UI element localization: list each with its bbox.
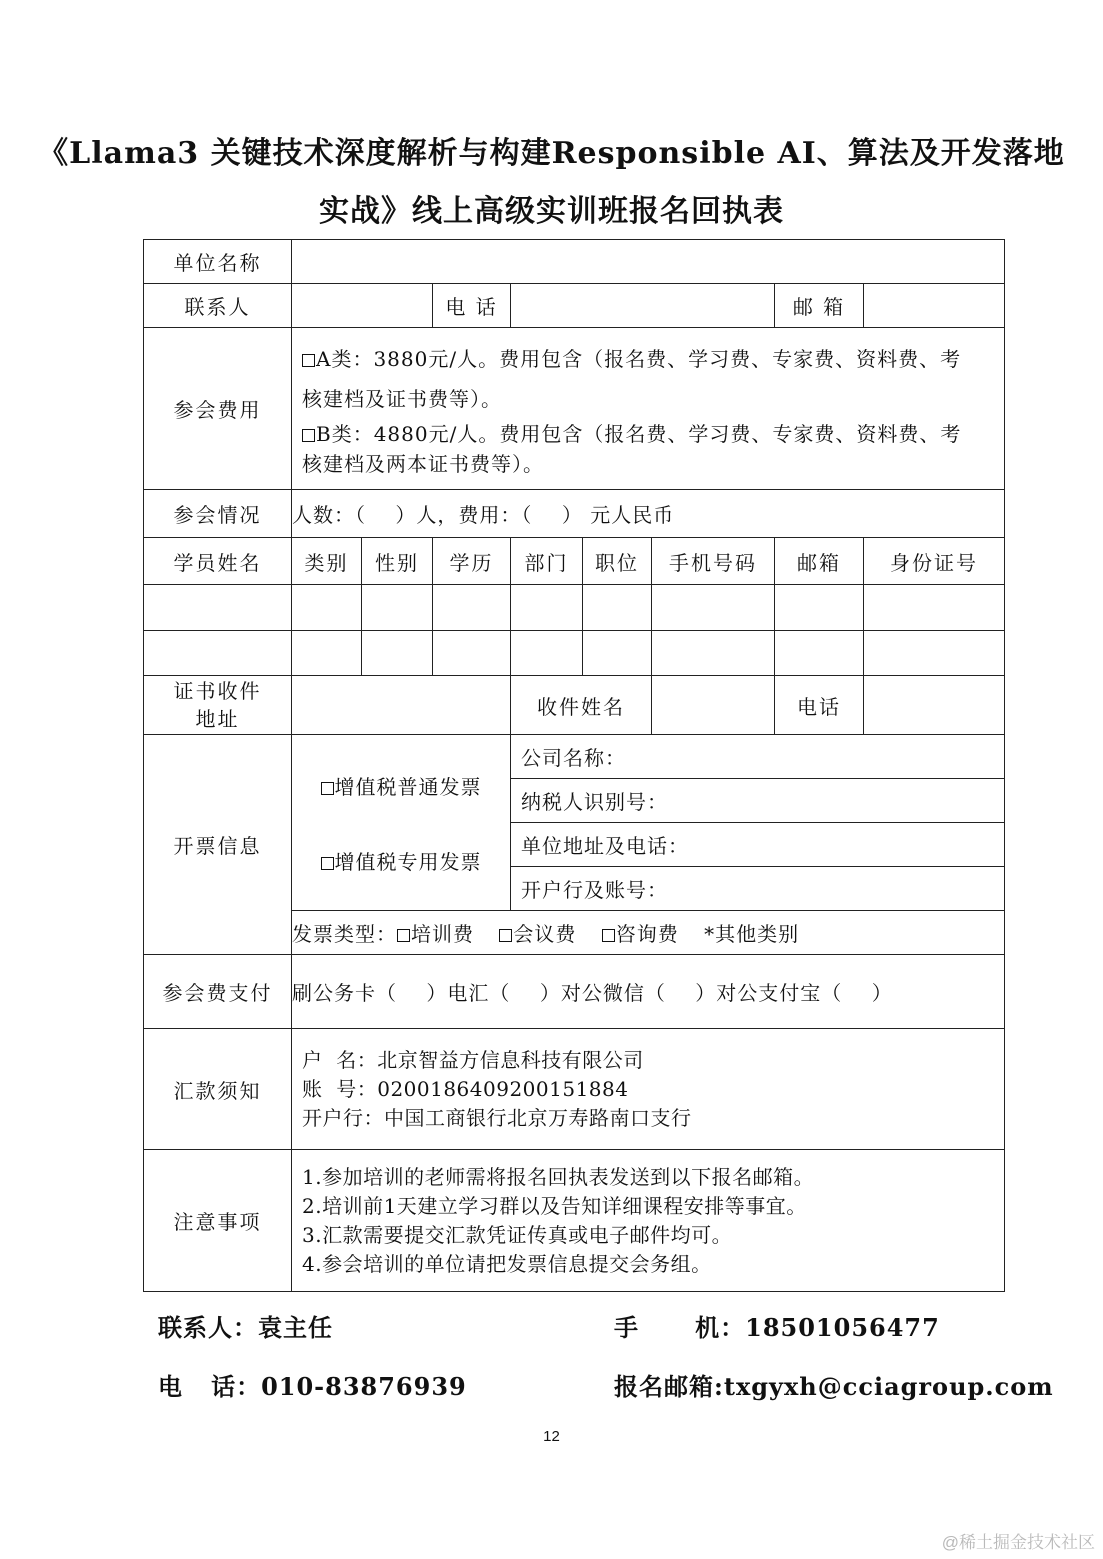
fee-a-line-2: 核建档及证书费等）。 — [302, 386, 502, 411]
footer-mobile: 手 机：18501056477 — [614, 1313, 940, 1342]
invoice-info-label: 开票信息 — [144, 735, 292, 955]
org-name-field[interactable] — [292, 240, 1005, 284]
cert-phone-field[interactable] — [864, 676, 1005, 735]
account-name: 户 名：北京智益方信息科技有限公司 — [302, 1047, 644, 1072]
student-cell[interactable] — [433, 631, 511, 676]
student-cell[interactable] — [583, 585, 652, 631]
consulting-fee-checkbox[interactable] — [602, 929, 615, 942]
cert-address-label-line-1: 证书收件 — [173, 679, 262, 703]
header-id-number: 身份证号 — [864, 538, 1005, 585]
student-cell[interactable] — [144, 585, 292, 631]
header-student-name: 学员姓名 — [144, 538, 292, 585]
meeting-fee-label: 会议费 — [513, 922, 577, 946]
vat-type-options — [292, 735, 511, 911]
email-label: 邮 箱 — [775, 284, 864, 328]
student-cell[interactable] — [775, 631, 864, 676]
footer-email[interactable]: 报名邮箱:txgyxh@cciagroup.com — [614, 1372, 1054, 1401]
invoice-type-prefix: 发票类型： — [292, 922, 397, 946]
recipient-name-label: 收件姓名 — [511, 676, 652, 735]
page-number: 12 — [543, 1428, 560, 1445]
note-item: 3.汇款需要提交汇款凭证传真或电子邮件均可。 — [302, 1222, 733, 1247]
cert-address-field[interactable] — [292, 676, 511, 735]
notes-label: 注意事项 — [144, 1150, 292, 1292]
vat-normal-label: 增值税普通发票 — [334, 774, 482, 799]
student-cell[interactable] — [292, 585, 362, 631]
payment-methods[interactable]: 刷公务卡（ ）电汇（ ）对公微信（ ）对公支付宝（ ） — [292, 955, 1005, 1029]
footer-phone: 电 话：010-83876939 — [158, 1372, 467, 1401]
payment-label: 参会费支付 — [144, 955, 292, 1029]
student-cell[interactable] — [362, 585, 433, 631]
other-category-label: *其他类别 — [704, 922, 800, 946]
student-cell[interactable] — [864, 585, 1005, 631]
email-field[interactable] — [864, 284, 1005, 328]
student-cell[interactable] — [652, 585, 775, 631]
company-name-field[interactable]: 公司名称： — [511, 735, 1004, 779]
document-title-line-1: 《Llama3 关键技术深度解析与构建Responsible AI、算法及开发落地 — [38, 136, 1065, 171]
fee-options — [292, 328, 1005, 490]
consulting-fee-label: 咨询费 — [615, 922, 679, 946]
fee-b-line-2: 核建档及两本证书费等）。 — [302, 451, 544, 476]
contact-field[interactable] — [292, 284, 433, 328]
vat-special-checkbox[interactable] — [321, 857, 334, 870]
phone-field[interactable] — [511, 284, 775, 328]
student-cell[interactable] — [511, 585, 583, 631]
student-row — [144, 631, 1005, 676]
student-cell[interactable] — [362, 631, 433, 676]
training-fee-checkbox[interactable] — [397, 929, 410, 942]
header-position: 职位 — [583, 538, 652, 585]
remittance-label: 汇款须知 — [144, 1029, 292, 1150]
student-cell[interactable] — [583, 631, 652, 676]
student-cell[interactable] — [433, 585, 511, 631]
invoice-fields — [511, 735, 1005, 911]
address-phone-field[interactable]: 单位地址及电话： — [511, 823, 1004, 867]
student-cell[interactable] — [864, 631, 1005, 676]
footer-contact: 联系人：袁主任 — [158, 1313, 333, 1342]
recipient-name-field[interactable] — [652, 676, 775, 735]
invoice-type-row — [292, 911, 1005, 955]
fee-label: 参会费用 — [144, 328, 292, 490]
notes-list — [292, 1150, 1005, 1292]
cert-phone-label: 电话 — [775, 676, 864, 735]
student-cell[interactable] — [775, 585, 864, 631]
header-department: 部门 — [511, 538, 583, 585]
training-fee-label: 培训费 — [411, 922, 474, 946]
student-cell[interactable] — [652, 631, 775, 676]
remittance-info — [292, 1029, 1005, 1150]
meeting-fee-checkbox[interactable] — [499, 929, 512, 942]
document-title-line-2: 实战》线上高级实训班报名回执表 — [319, 194, 784, 229]
taxpayer-id-field[interactable]: 纳税人识别号： — [511, 779, 1004, 823]
header-gender: 性别 — [362, 538, 433, 585]
contact-label: 联系人 — [144, 284, 292, 328]
vat-normal-checkbox[interactable] — [321, 782, 334, 795]
student-cell[interactable] — [292, 631, 362, 676]
note-item: 1.参加培训的老师需将报名回执表发送到以下报名邮箱。 — [302, 1164, 815, 1189]
header-mobile: 手机号码 — [652, 538, 775, 585]
header-category: 类别 — [292, 538, 362, 585]
fee-a-checkbox[interactable] — [302, 354, 315, 367]
registration-form-table — [143, 239, 1005, 1292]
bank-name: 开户行：中国工商银行北京万寿路南口支行 — [302, 1105, 692, 1130]
phone-label: 电 话 — [433, 284, 511, 328]
bank-account-field[interactable]: 开户行及账号： — [521, 878, 668, 902]
fee-b-checkbox[interactable] — [302, 429, 315, 442]
cert-address-label-line-2: 地址 — [195, 707, 240, 731]
header-email: 邮箱 — [775, 538, 864, 585]
attendance-field[interactable]: 人数：（ ）人，费用：（ ） 元人民币 — [292, 490, 1005, 538]
fee-b-line-1: B类：4880元/人。费用包含（报名费、学习费、专家费、资料费、考 — [316, 421, 962, 446]
cert-address-label — [144, 676, 292, 735]
org-name-label: 单位名称 — [144, 240, 292, 284]
vat-special-label: 增值税专用发票 — [334, 849, 482, 874]
note-item: 4.参会培训的单位请把发票信息提交会务组。 — [302, 1251, 712, 1276]
watermark: @稀土掘金技术社区 — [941, 1533, 1095, 1552]
student-cell[interactable] — [511, 631, 583, 676]
student-cell[interactable] — [144, 631, 292, 676]
attendance-label: 参会情况 — [144, 490, 292, 538]
note-item: 2.培训前1天建立学习群以及告知详细课程安排等事宜。 — [302, 1193, 807, 1218]
header-education: 学历 — [433, 538, 511, 585]
account-number: 账 号：0200186409200151884 — [302, 1076, 629, 1101]
student-row — [144, 585, 1005, 631]
fee-a-line-1: A类：3880元/人。费用包含（报名费、学习费、专家费、资料费、考 — [316, 346, 962, 371]
